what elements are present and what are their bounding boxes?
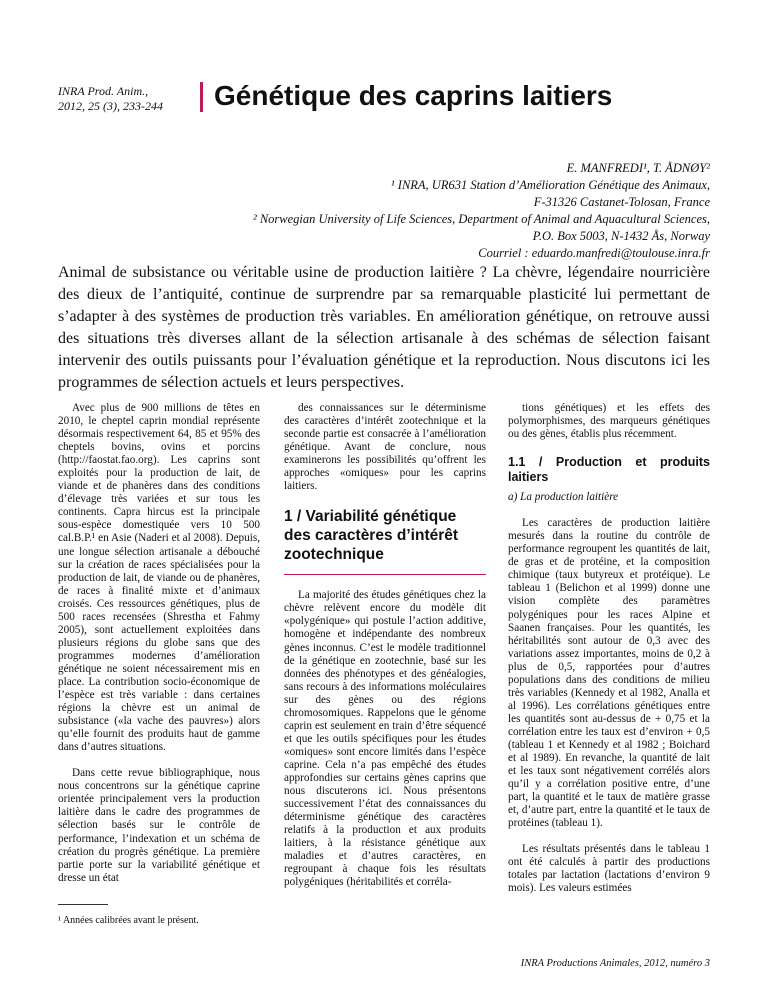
article-title: Génétique des caprins laitiers [214, 80, 613, 111]
journal-name: INRA Prod. Anim., [58, 84, 149, 98]
paragraph: des connaissances sur le déterminisme des caractères d’intérêt zootechnique et la seconde partie est consacrée à l’amélioration génétique. Avant de conclure, nous examinerons les possibilités qu’offrent les approches «omiques» pour les caprins laitiers. [284, 402, 486, 493]
affiliation-2-line-2: P.O. Box 5003, N-1432 Ås, Norway [532, 229, 710, 243]
paragraph: Dans cette revue bibliographique, nous nous concentrons sur la génétique caprine orientée principalement vers la production laitière dans le cadre des programmes de sélection basés sur le contrôle de performance, l’indexation et un schéma de création du progrès génétique. La première partie porte sur la variabilité génétique et dresse un état [58, 767, 260, 884]
paragraph: La majorité des études génétiques chez la chèvre relèvent encore du modèle dit «polygénique» qui postule l’action additive, homogène et indépendante des nombreux gènes inconnus. C’est le modèle traditionnel de la génétique en zootechnie, basé sur les données des phénotypes et des généalogies, sans recours à des informations moléculaires sur des gènes ou des régions chromosomiques. Rappelons que le génome caprin est seulement en train d’être séquencé et que les outils spécifiques pour les études «omiques» sont encore limités dans l’espèce caprine. Cela n’a pas empêché des études approfondies sur certains gènes caprins que nous discuterons ici. Nous présentons successivement l’état des connaissances du déterminisme génétique des caractères relatifs à la production et aux produits laitiers, à la résistance génétique aux maladies et d’autres caractères, en regroupant à chaque fois les résultats polygéniques (héritabilités et corréla- [284, 589, 486, 889]
subsection-heading-1-1: 1.1 / Production et produits laitiers [508, 455, 710, 485]
paragraph: Les caractères de production laitière mesurés dans la routine du contrôle de performance regroupent les quantités de lait, de gras et de protéine, et la composition chimique (taux butyreux et protéique). Le tableau 1 (Belichon et al 1999) donne une vision complète des paramètres polygéniques pour les races Alpine et Saanen françaises. Pour les quantités, les héritabilités sont autour de 0,3 avec des variations assez importantes, moins de 0,2 à plus de 0,5, rapportées pour d’autres populations dans des conditions de milieu très variables (Kennedy et al 1982, Analla et al 1996). Les corrélations génétiques entre les quantités sont au-dessus de + 0,75 et la corrélation entre les taux est d’environ + 0,5 (tableau 1 et Kennedy et al 1982 ; Boichard et al 1989). En revanche, la quantité de lait et les taux sont négativement corrélés alors qu’il y a corrélation positive entre, d’une part, la quantité et le taux de matière grasse et, d’autre part, entre la quantité et le taux de protéines (tableau 1). [508, 517, 710, 830]
journal-citation [58, 84, 178, 114]
title-accent-bar [200, 82, 203, 112]
author-email: Courriel : eduardo.manfredi@toulouse.inra.fr [478, 246, 710, 260]
abstract: Animal de subsistance ou véritable usine de production laitière ? La chèvre, légendaire nourricière des dieux de l’antiquité, continue de surprendre par sa remarquable plasticité lui permettant de s’adapter à des systèmes de production très variables. En amélioration génétique, on retrouve aussi des situations très diverses allant de la sélection artisanale à des schémas de sélection faisant intervenir des outils puissants pour l’évaluation génétique et la reproduction. Nous discutons ici les programmes de sélection actuels et leurs perspectives. [58, 264, 710, 391]
affiliation-2-line-1: ² Norwegian University of Life Sciences, Department of Animal and Aquacultural Sciences, [252, 212, 710, 226]
affiliation-1-line-1: ¹ INRA, UR631 Station d’Amélioration Génétique des Animaux, [390, 178, 710, 192]
author-names: E. MANFREDI¹, T. ÅDNØY² [566, 161, 710, 175]
affiliation-1-line-2: F-31326 Castanet-Tolosan, France [533, 195, 710, 209]
paragraph: Les résultats présentés dans le tableau 1 ont été calculés à partir des productions totales par lactation (lactations d’environ 9 mois). Les valeurs estimées [508, 843, 710, 895]
page-footer: INRA Productions Animales, 2012, numéro 3 [520, 958, 710, 969]
subsubsection-heading: a) La production laitière [508, 491, 619, 504]
section-rule [284, 574, 486, 575]
body-column-2 [284, 402, 486, 889]
body-column-3 [508, 402, 710, 896]
paragraph: tions génétiques) et les effets des polymorphismes, des marqueurs génétiques ou des gènes, établis plus récemment. [508, 402, 710, 441]
paragraph: Avec plus de 900 millions de têtes en 2010, le cheptel caprin mondial représente désormais respectivement 64, 85 et 95% des cheptels bovins, ovins et porcins (http://faostat.fao.org). Les caprins sont exploités pour la production de lait, de viande et de phanères dans des conditions d’élevage très variées et sur tous les continents. Capra hircus est la principale sous-espèce domestiquée vers 10 500 cal.B.P.¹ en Asie (Naderi et al 2008). Depuis, une longue sélection artisanale a débouché sur la création de races spécialisées pour la production de lait, de viande ou de phanères, de races à finalité mixte et d’animaux croisés. Ces ressources génétiques, plus de 500 races recensées (Shrestha et Fahmy 2005), sont actuellement exploitées dans plusieurs régions du globe sans que des programmes modernes d’amélioration génétique ne soient nécessairement mis en place. La contribution socio-économique de l’espèce est très variable : dans certaines régions la chèvre est un animal de subsistance («la vache des pauvres») alors qu’elle fournit des produits haut de gamme dans d’autres situations. [58, 402, 260, 754]
section-heading-1: 1 / Variabilité génétique des caractères d’intérêt zootechnique [284, 508, 459, 564]
journal-volume: 2012, 25 (3), 233-244 [58, 99, 163, 113]
author-block [150, 160, 710, 262]
footnote: ¹ Années calibrées avant le présent. [58, 915, 199, 926]
footnote-rule [58, 904, 108, 905]
body-column-1 [58, 402, 260, 885]
